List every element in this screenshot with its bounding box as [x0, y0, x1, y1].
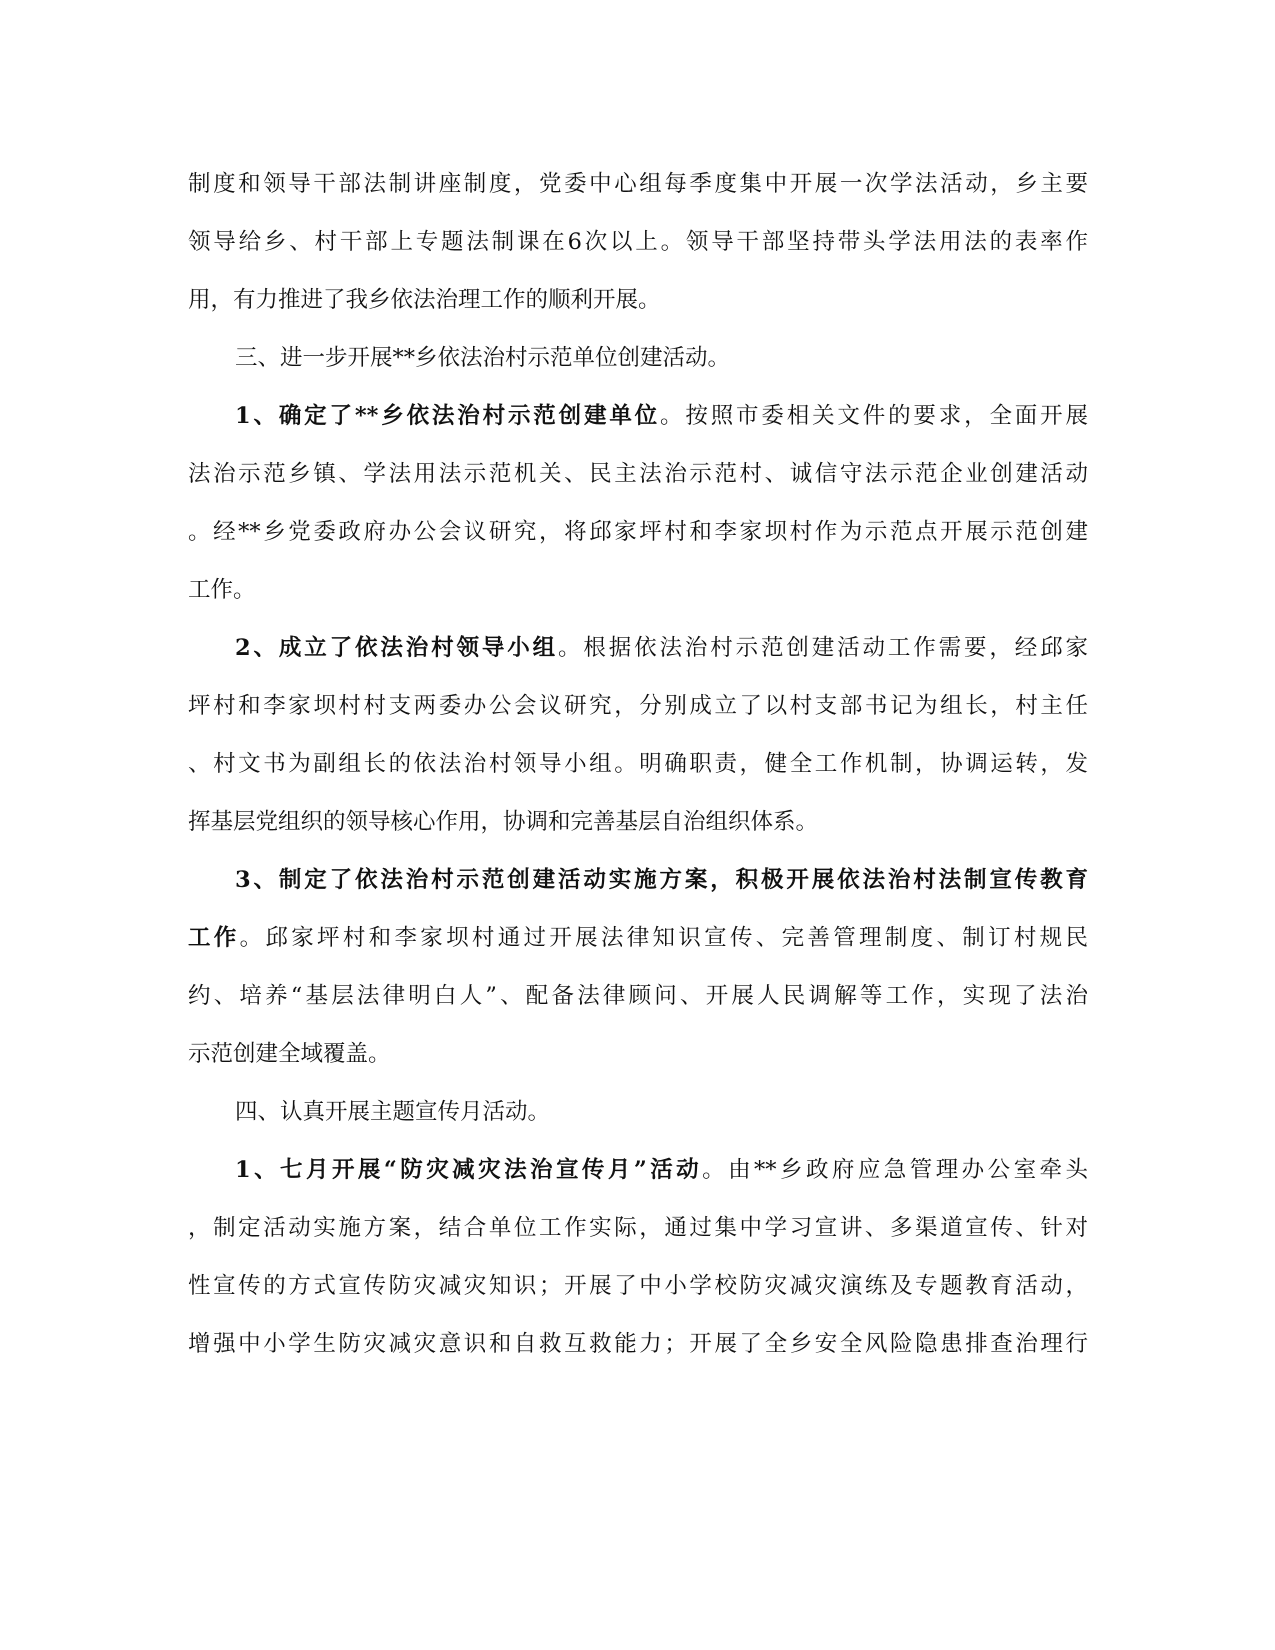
- paragraph-line: 约、培养“基层法律明白人”、配备法律顾问、开展人民调解等工作，实现了法治: [188, 983, 1088, 1009]
- paragraph-line: 挥基层党组织的领导核心作用，协调和完善基层自治组织体系。: [188, 809, 819, 835]
- paragraph-line: 法治示范乡镇、学法用法示范机关、民主法治示范村、诚信守法示范企业创建活动: [188, 461, 1088, 487]
- paragraph-line: [235, 396, 1088, 436]
- item-text: 。邱家坪村和李家坝村通过开展法律知识宣传、完善管理制度、制订村规民: [239, 925, 1088, 951]
- paragraph-line: 增强中小学生防灾减灾意识和自救互救能力；开展了全乡安全风险隐患排查治理行: [188, 1331, 1088, 1357]
- item-text: 。根据依法治村示范创建活动工作需要，经邱家: [558, 635, 1088, 661]
- paragraph-line: 坪村和李家坝村村支两委办公会议研究，分别成立了以村支部书记为组长，村主任: [188, 693, 1088, 719]
- paragraph-line: [188, 918, 1088, 958]
- paragraph-line: [235, 628, 1088, 668]
- item-heading: 1、确定了**乡依法治村示范创建单位: [235, 403, 661, 429]
- item-text: 。由**乡政府应急管理办公室牵头: [702, 1157, 1088, 1183]
- item-text: 。按照市委相关文件的要求，全面开展: [660, 403, 1088, 429]
- paragraph-line: ，制定活动实施方案，结合单位工作实际，通过集中学习宣讲、多渠道宣传、针对: [188, 1215, 1088, 1241]
- paragraph-line: 、村文书为副组长的依法治村领导小组。明确职责，健全工作机制，协调运转，发: [188, 751, 1088, 777]
- item-heading: 2、成立了依法治村领导小组: [235, 635, 559, 661]
- item-heading: 3、制定了依法治村示范创建活动实施方案，积极开展依法治村法制宣传教育: [235, 867, 1088, 893]
- paragraph-line: 性宣传的方式宣传防灾减灾知识；开展了中小学校防灾减灾演练及专题教育活动，: [188, 1273, 1088, 1299]
- item-heading: 1、七月开展“防灾减灾法治宣传月”活动: [235, 1157, 703, 1183]
- paragraph-line: 示范创建全域覆盖。: [188, 1041, 391, 1067]
- paragraph-line: 。经**乡党委政府办公会议研究，将邱家坪村和李家坝村作为示范点开展示范创建: [188, 519, 1088, 545]
- section-heading-3: 三、进一步开展**乡依法治村示范单位创建活动。: [235, 345, 731, 371]
- paragraph-line: [235, 1150, 1088, 1190]
- paragraph-line: 制度和领导干部法制讲座制度，党委中心组每季度集中开展一次学法活动，乡主要: [188, 171, 1088, 197]
- item-heading: 工作: [188, 925, 240, 951]
- paragraph-line: 用，有力推进了我乡依法治理工作的顺利开展。: [188, 287, 661, 313]
- paragraph-line: 工作。: [188, 577, 256, 603]
- paragraph-line: 领导给乡、村干部上专题法制课在6次以上。领导干部坚持带头学法用法的表率作: [188, 229, 1088, 255]
- section-heading-4: 四、认真开展主题宣传月活动。: [235, 1099, 551, 1125]
